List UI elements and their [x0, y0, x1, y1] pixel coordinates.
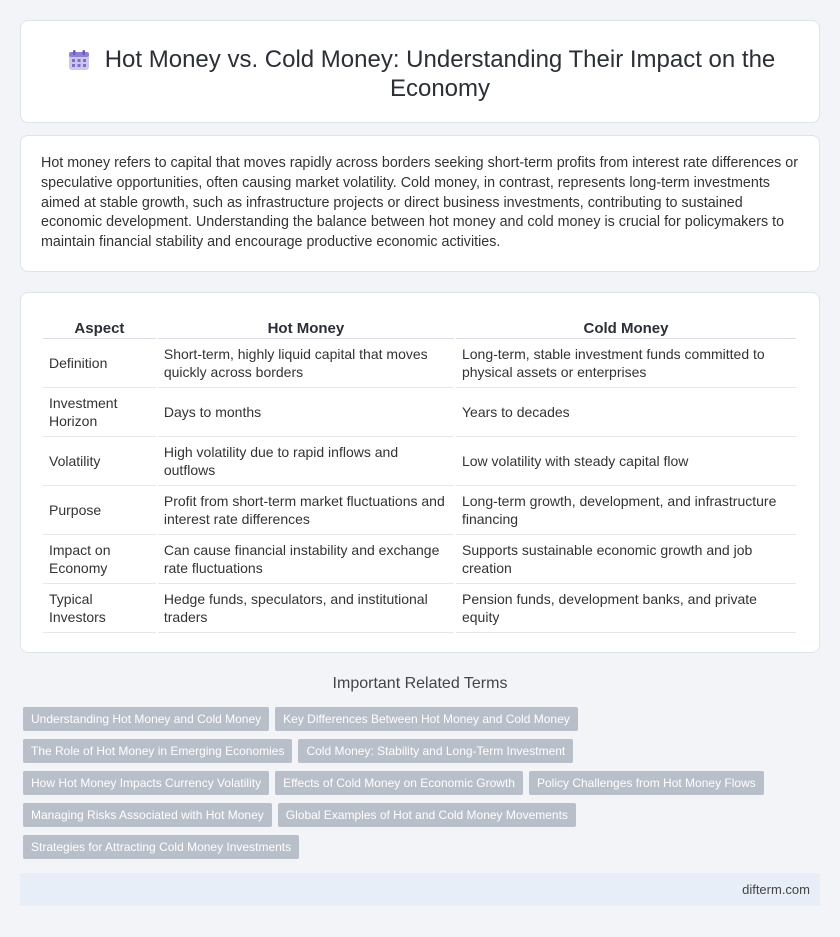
tag-row: [23, 707, 578, 731]
table-row: [43, 486, 796, 535]
table-row: [43, 339, 796, 388]
table-cell-hot: Hedge funds, speculators, and institutional traders: [158, 584, 454, 633]
table-row: [43, 388, 796, 437]
table-cell-cold: Long-term growth, development, and infrastructure financing: [456, 486, 796, 535]
related-tag[interactable]: Global Examples of Hot and Cold Money Movements: [278, 803, 576, 827]
comparison-table-card: [20, 292, 820, 653]
table-cell-aspect: Definition: [43, 339, 156, 388]
header-hot-money: Hot Money: [158, 313, 454, 339]
table-cell-cold: Low volatility with steady capital flow: [456, 437, 796, 486]
table-cell-aspect: Impact on Economy: [43, 535, 156, 584]
comparison-table: [41, 313, 798, 633]
table-cell-cold: Pension funds, development banks, and private equity: [456, 584, 796, 633]
footer: [20, 873, 820, 906]
table-cell-aspect: Volatility: [43, 437, 156, 486]
title-card: [20, 20, 820, 123]
related-tag[interactable]: Policy Challenges from Hot Money Flows: [529, 771, 764, 795]
related-tag[interactable]: Understanding Hot Money and Cold Money: [23, 707, 269, 731]
site-link[interactable]: difterm.com: [742, 882, 810, 897]
related-tag[interactable]: The Role of Hot Money in Emerging Economies: [23, 739, 292, 763]
related-tag[interactable]: Strategies for Attracting Cold Money Investments: [23, 835, 299, 859]
table-cell-hot: Short-term, highly liquid capital that moves quickly across borders: [158, 339, 454, 388]
table-header-row: [43, 313, 796, 339]
table-cell-hot: Profit from short-term market fluctuations and interest rate differences: [158, 486, 454, 535]
table-cell-cold: Supports sustainable economic growth and job creation: [456, 535, 796, 584]
page-title: Hot Money vs. Cold Money: Understanding Their Impact on the Economy: [104, 46, 776, 102]
table-row: [43, 437, 796, 486]
related-tag[interactable]: Key Differences Between Hot Money and Cold Money: [275, 707, 578, 731]
tag-row: [23, 739, 573, 763]
header-aspect: Aspect: [43, 313, 156, 339]
intro-paragraph: Hot money refers to capital that moves rapidly across borders seeking short-term profits from interest rate differences or speculative opportunities, often causing market volatility. Cold money, in contrast, represents long-term investments aimed at stable growth, such as infrastructure projects or direct business investments, contributing to sustained economic development. Understanding the balance between hot money and cold money is crucial for policymakers to maintain financial stability and encourage productive economic activities.: [41, 155, 798, 251]
calendar-icon: [67, 48, 91, 72]
related-tag[interactable]: Effects of Cold Money on Economic Growth: [275, 771, 523, 795]
title-wrap: [21, 45, 819, 103]
related-tag[interactable]: Cold Money: Stability and Long-Term Investment: [298, 739, 573, 763]
table-cell-aspect: Investment Horizon: [43, 388, 156, 437]
table-cell-aspect: Typical Investors: [43, 584, 156, 633]
table-row: [43, 584, 796, 633]
tag-row: [23, 835, 299, 859]
header-cold-money: Cold Money: [456, 313, 796, 339]
table-cell-hot: High volatility due to rapid inflows and outflows: [158, 437, 454, 486]
table-cell-cold: Long-term, stable investment funds committed to physical assets or enterprises: [456, 339, 796, 388]
tag-row: [23, 771, 764, 795]
table-cell-aspect: Purpose: [43, 486, 156, 535]
related-tag[interactable]: Managing Risks Associated with Hot Money: [23, 803, 272, 827]
tag-row: [23, 803, 576, 827]
related-terms-heading: Important Related Terms: [332, 675, 508, 692]
table-row: [43, 535, 796, 584]
related-tag[interactable]: How Hot Money Impacts Currency Volatility: [23, 771, 269, 795]
table-cell-hot: Days to months: [158, 388, 454, 437]
table-cell-cold: Years to decades: [456, 388, 796, 437]
intro-card: [20, 135, 820, 272]
table-cell-hot: Can cause financial instability and exchange rate fluctuations: [158, 535, 454, 584]
